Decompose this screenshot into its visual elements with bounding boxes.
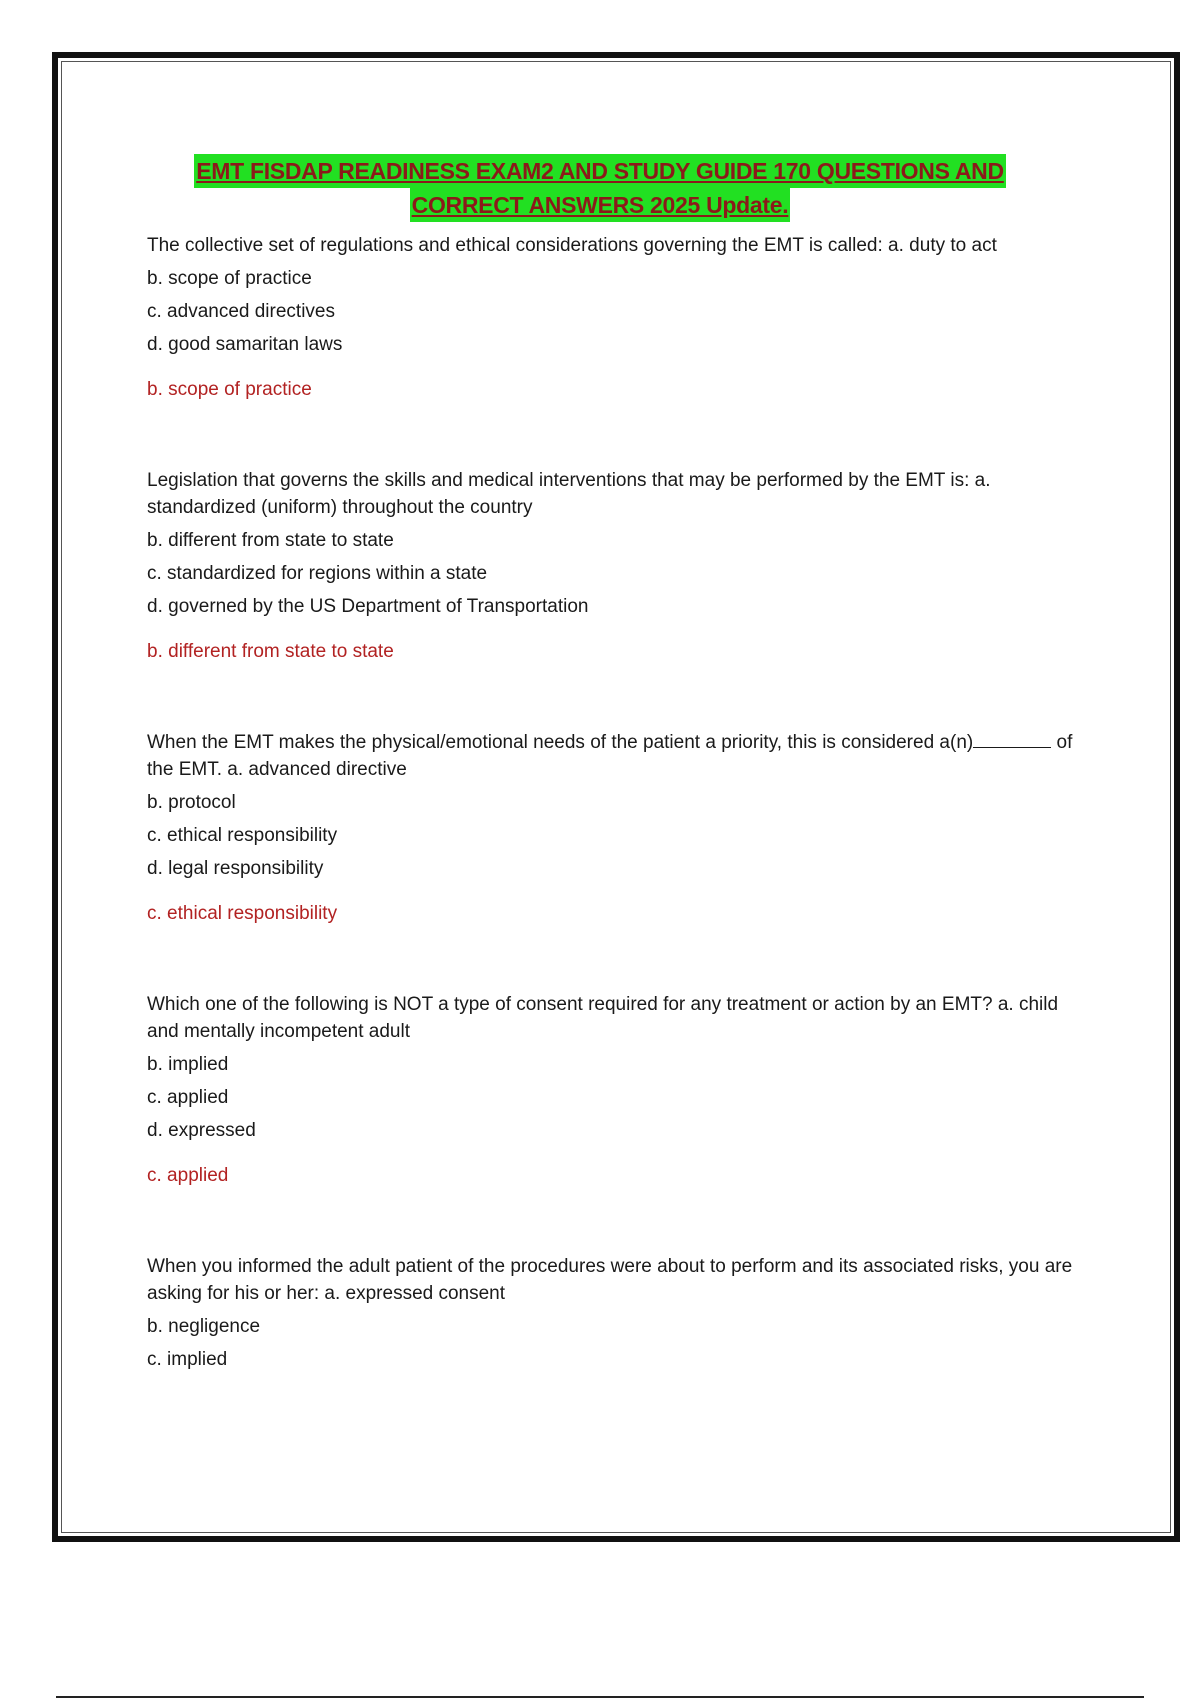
question-4 <box>147 991 1087 1189</box>
question-3 <box>147 729 1087 927</box>
option-b: b. implied <box>147 1054 229 1075</box>
option-d: d. good samaritan laws <box>147 334 343 355</box>
option-d: d. governed by the US Department of Transportation <box>147 596 589 617</box>
title-line-1: EMT FISDAP READINESS EXAM2 AND STUDY GUIDE 170 QUESTIONS AND <box>194 154 1006 188</box>
option-b: b. protocol <box>147 792 236 813</box>
fill-in-blank <box>973 729 1051 748</box>
correct-answer: c. applied <box>147 1165 229 1186</box>
question-list <box>147 232 1087 1437</box>
question-stem: Legislation that governs the skills and medical interventions that may be performed by the EMT is: a. standardized (uniform) throughout the country <box>147 470 991 518</box>
question-stem: The collective set of regulations and ethical considerations governing the EMT is called: a. duty to act <box>147 235 997 256</box>
option-c: c. applied <box>147 1087 229 1108</box>
question-2 <box>147 467 1087 665</box>
correct-answer: c. ethical responsibility <box>147 903 338 924</box>
option-c: c. implied <box>147 1349 228 1370</box>
question-1 <box>147 232 1087 403</box>
question-stem-part-2: of the EMT. a. advanced directive <box>147 732 1073 780</box>
correct-answer: b. different from state to state <box>147 641 394 662</box>
question-stem <box>147 729 1087 783</box>
correct-answer: b. scope of practice <box>147 379 312 400</box>
question-stem-part-1: When the EMT makes the physical/emotional needs of the patient a priority, this is considered a(n) <box>147 732 974 753</box>
question-stem: When you informed the adult patient of the procedures were about to perform and its associated risks, you are asking for his or her: a. expressed consent <box>147 1256 1073 1304</box>
option-d: d. legal responsibility <box>147 858 324 879</box>
option-d: d. expressed <box>147 1120 256 1141</box>
question-stem: Which one of the following is NOT a type of consent required for any treatment or action by an EMT? a. child and mentally incompetent adult <box>147 994 1059 1042</box>
title-line-2: CORRECT ANSWERS 2025 Update. <box>410 188 791 222</box>
option-c: c. advanced directives <box>147 301 335 322</box>
question-5 <box>147 1253 1087 1373</box>
option-b: b. different from state to state <box>147 530 394 551</box>
option-c: c. standardized for regions within a state <box>147 563 488 584</box>
option-b: b. negligence <box>147 1316 261 1337</box>
option-c: c. ethical responsibility <box>147 825 338 846</box>
document-title <box>0 154 1200 222</box>
option-b: b. scope of practice <box>147 268 312 289</box>
footer-divider <box>56 1696 1144 1698</box>
